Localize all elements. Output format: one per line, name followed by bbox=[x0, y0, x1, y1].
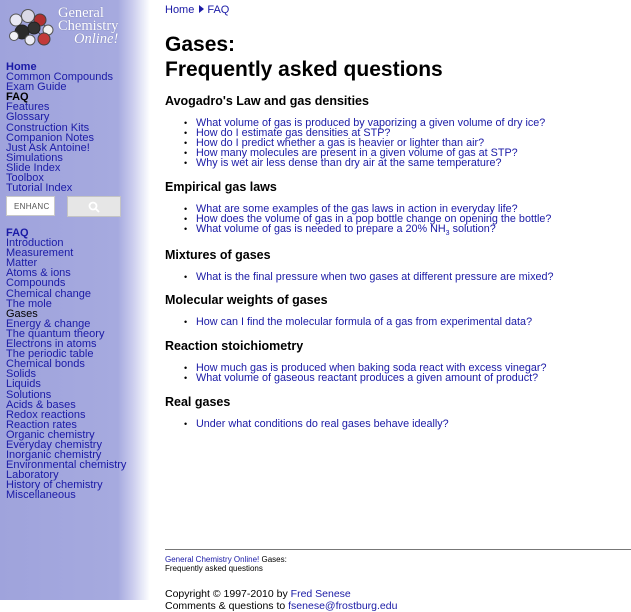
sidebar-item-electrons-in-atoms[interactable]: Electrons in atoms bbox=[6, 338, 97, 351]
sidebar-item-glossary[interactable]: Glossary bbox=[6, 111, 50, 124]
search-input[interactable] bbox=[6, 196, 55, 216]
email-link[interactable]: fsenese@frostburg.edu bbox=[288, 600, 398, 612]
sidebar-item-redox-reactions[interactable]: Redox reactions bbox=[6, 408, 86, 421]
search-placeholder: ENHANC bbox=[14, 202, 50, 211]
question-list bbox=[196, 363, 625, 383]
faq-nav bbox=[6, 228, 126, 501]
faq-section bbox=[165, 395, 625, 429]
section-heading: Avogadro's Law and gas densities bbox=[165, 94, 369, 108]
question-text: What volume of gaseous reactant produces a given amount of product? bbox=[196, 372, 539, 385]
logo-title bbox=[58, 7, 118, 46]
faq-section bbox=[165, 248, 625, 282]
sidebar-item-tutorial-index[interactable]: Tutorial Index bbox=[6, 182, 73, 195]
search-button[interactable] bbox=[67, 196, 121, 217]
sidebar-item-simulations[interactable]: Simulations bbox=[6, 151, 63, 164]
question-text: How does the volume of gas in a pop bottle change on opening the bottle? bbox=[196, 213, 552, 226]
question-list bbox=[196, 118, 625, 168]
sidebar-item-faq[interactable]: FAQ bbox=[6, 227, 29, 239]
question-text: What volume of gas is needed to prepare a 20% NH bbox=[196, 223, 446, 236]
sidebar-item-everyday-chemistry[interactable]: Everyday chemistry bbox=[6, 438, 102, 451]
question-text: What volume of gas is produced by vaporizing a given volume of dry ice? bbox=[196, 117, 546, 129]
sidebar-item-inorganic-chemistry[interactable]: Inorganic chemistry bbox=[6, 449, 102, 462]
sidebar-item-companion-notes[interactable]: Companion Notes bbox=[6, 131, 95, 144]
sidebar-item-toolbox[interactable]: Toolbox bbox=[6, 172, 44, 185]
question-text: How do I estimate gas densities at STP? bbox=[196, 127, 391, 140]
question-link[interactable] bbox=[196, 316, 532, 328]
question-text-tail: solution? bbox=[449, 223, 496, 236]
sidebar-item-construction-kits[interactable]: Construction Kits bbox=[6, 121, 90, 134]
sidebar-item-matter[interactable]: Matter bbox=[6, 257, 38, 270]
sidebar-item-introduction[interactable]: Introduction bbox=[6, 237, 64, 250]
faq-section bbox=[165, 339, 625, 383]
sidebar-item-the-periodic-table[interactable]: The periodic table bbox=[6, 348, 94, 361]
question-list bbox=[196, 317, 625, 327]
sidebar-item-home[interactable]: Home bbox=[6, 61, 37, 73]
question-list bbox=[196, 419, 625, 429]
section-heading: Molecular weights of gases bbox=[165, 293, 328, 307]
sidebar-item-chemical-bonds[interactable]: Chemical bonds bbox=[6, 358, 85, 371]
footer bbox=[165, 549, 631, 612]
sidebar-item-the-quantum-theory[interactable]: The quantum theory bbox=[6, 327, 105, 340]
sidebar-item-chemical-change[interactable]: Chemical change bbox=[6, 287, 91, 300]
sidebar-item-atoms-ions[interactable]: Atoms & ions bbox=[6, 267, 71, 280]
sidebar-item-solids[interactable]: Solids bbox=[6, 368, 36, 381]
question-text: Under what conditions do real gases behave ideally? bbox=[196, 418, 449, 430]
faq-section bbox=[165, 293, 625, 327]
footer-page-line-1: Gases: bbox=[259, 555, 287, 564]
question-link[interactable] bbox=[196, 157, 501, 169]
sidebar-item-slide-index[interactable]: Slide Index bbox=[6, 161, 61, 174]
author-link[interactable]: Fred Senese bbox=[290, 588, 351, 600]
question-text: How do I predict whether a gas is heavier or lighter than air? bbox=[196, 137, 485, 150]
sidebar-item-laboratory[interactable]: Laboratory bbox=[6, 469, 59, 482]
logo-line-2: Chemistry bbox=[58, 18, 119, 34]
sidebar-item-measurement[interactable]: Measurement bbox=[6, 247, 74, 260]
question-list bbox=[196, 204, 625, 239]
list-item bbox=[196, 272, 625, 282]
question-text: How much gas is produced when baking soda react with excess vinegar? bbox=[196, 362, 547, 374]
faq-section bbox=[165, 94, 625, 168]
question-text: What is the final pressure when two gases at different pressure are mixed? bbox=[196, 271, 554, 283]
sidebar-item-solutions[interactable]: Solutions bbox=[6, 388, 52, 401]
molecule-logo-icon bbox=[6, 6, 58, 48]
footer-page-line-2: Frequently asked questions bbox=[165, 563, 263, 573]
copyright-text: Copyright © 1997-2010 by bbox=[165, 588, 291, 600]
question-link[interactable] bbox=[196, 223, 496, 238]
page-title bbox=[165, 32, 443, 82]
sidebar-item-acids-bases[interactable]: Acids & bases bbox=[6, 398, 76, 411]
sidebar-item-gases: Gases bbox=[6, 307, 38, 320]
section-heading: Mixtures of gases bbox=[165, 248, 271, 262]
sidebar-item-faq: FAQ bbox=[6, 91, 29, 104]
question-text: What are some examples of the gas laws in action in everyday life? bbox=[196, 203, 518, 215]
question-link[interactable] bbox=[196, 418, 449, 430]
search-icon bbox=[88, 201, 100, 213]
sidebar-item-the-mole[interactable]: The mole bbox=[6, 297, 52, 310]
sidebar-item-reaction-rates[interactable]: Reaction rates bbox=[6, 418, 77, 431]
question-link[interactable] bbox=[196, 372, 538, 384]
list-item bbox=[196, 419, 625, 429]
subscript: 3 bbox=[445, 230, 450, 238]
sidebar-item-common-compounds[interactable]: Common Compounds bbox=[6, 71, 113, 84]
sidebar-item-features[interactable]: Features bbox=[6, 101, 50, 114]
sidebar-item-organic-chemistry[interactable]: Organic chemistry bbox=[6, 428, 95, 441]
sidebar-item-just-ask-antoine[interactable]: Just Ask Antoine! bbox=[6, 141, 90, 154]
breadcrumb bbox=[165, 4, 229, 16]
site-logo[interactable] bbox=[6, 4, 146, 48]
section-heading: Real gases bbox=[165, 395, 231, 409]
section-heading: Empirical gas laws bbox=[165, 180, 277, 194]
sidebar-item-energy-change[interactable]: Energy & change bbox=[6, 317, 91, 330]
sidebar-item-liquids[interactable]: Liquids bbox=[6, 378, 41, 391]
section-heading: Reaction stoichiometry bbox=[165, 339, 304, 353]
sidebar-item-miscellaneous[interactable]: Miscellaneous bbox=[6, 489, 76, 502]
sidebar-item-environmental-chemistry[interactable]: Environmental chemistry bbox=[6, 459, 127, 472]
question-text: Why is wet air less dense than dry air at the same temperature? bbox=[196, 157, 502, 170]
faq-section bbox=[165, 180, 625, 239]
page-title-line-1: Gases: bbox=[165, 33, 236, 56]
sidebar-item-history-of-chemistry[interactable]: History of chemistry bbox=[6, 479, 103, 492]
question-text: How can I find the molecular formula of a gas from experimental data? bbox=[196, 316, 533, 328]
breadcrumb-arrow-icon bbox=[199, 5, 204, 13]
sidebar bbox=[0, 0, 150, 600]
question-text: How many molecules are present in a given volume of gas at STP? bbox=[196, 147, 518, 160]
question-list bbox=[196, 272, 625, 282]
question-link[interactable] bbox=[196, 271, 553, 283]
list-item bbox=[196, 158, 625, 168]
page-title-line-2: Frequently asked questions bbox=[165, 58, 443, 81]
sidebar-item-exam-guide[interactable]: Exam Guide bbox=[6, 81, 67, 94]
sidebar-item-compounds[interactable]: Compounds bbox=[6, 277, 66, 290]
site-nav bbox=[6, 62, 113, 193]
list-item bbox=[196, 373, 625, 383]
logo-line-3: Online! bbox=[74, 31, 119, 47]
footer-site-link[interactable]: General Chemistry Online! bbox=[165, 555, 260, 564]
breadcrumb-home[interactable]: Home bbox=[165, 4, 195, 16]
comments-text: Comments & questions to bbox=[165, 600, 289, 612]
breadcrumb-faq[interactable]: FAQ bbox=[207, 4, 230, 16]
list-item bbox=[196, 224, 625, 239]
list-item bbox=[196, 317, 625, 327]
logo-line-1: General bbox=[58, 5, 104, 21]
